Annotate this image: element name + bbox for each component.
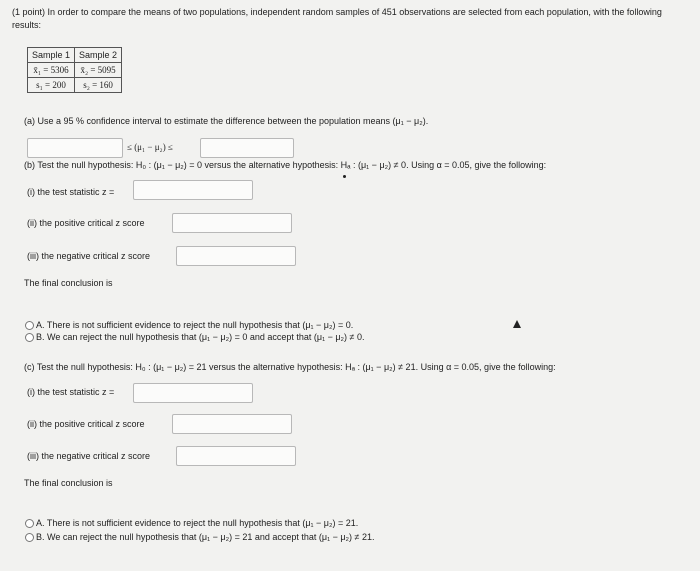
part-c-option-a-radio[interactable] — [25, 519, 34, 528]
part-b-test-statistic-label: (i) the test statistic z = — [27, 187, 115, 197]
part-c-option-a-text: A. There is not sufficient evidence to reject the null hypothesis that (μ₁ − μ₂) = 21. — [36, 518, 359, 528]
part-c-negative-critical-input[interactable] — [176, 446, 296, 466]
part-b-final-label: The final conclusion is — [24, 278, 113, 288]
part-c-test-statistic-label: (i) the test statistic z = — [27, 387, 115, 397]
part-c-positive-critical-label: (ii) the positive critical z score — [27, 419, 145, 429]
part-c-final-label: The final conclusion is — [24, 478, 113, 488]
part-a-prompt: (a) Use a 95 % confidence interval to estimate the difference between the population means (μ₁ − μ₂). — [24, 116, 429, 126]
part-b-option-a-radio[interactable] — [25, 321, 34, 330]
table-cell-xbar1: x̄₁ = 5306 — [28, 63, 75, 78]
ci-middle-text: ≤ (μ₁ − μ₂) ≤ — [127, 142, 173, 152]
sample-table — [27, 47, 122, 93]
problem-intro: (1 point) In order to compare the means of two populations, independent random samples of 451 observations are selected from each population, with the following results: — [12, 7, 662, 30]
part-c-negative-critical-label: (iii) the negative critical z score — [27, 451, 151, 461]
ci-upper-input[interactable] — [200, 138, 294, 158]
part-b-prompt: (b) Test the null hypothesis: H₀ : (μ₁ − μ₂) = 0 versus the alternative hypothesis: Hₐ : (μ₁ − μ₂) ≠ 0. Using α = 0.05, give the following: — [24, 160, 547, 170]
part-c-option-b-text: B. We can reject the null hypothesis that (μ₁ − μ₂) = 21 and accept that (μ₁ − μ₂) ≠ 21. — [36, 532, 375, 542]
stray-dot — [343, 175, 346, 178]
part-b-option-b-text: B. We can reject the null hypothesis that (μ₁ − μ₂) = 0 and accept that (μ₁ − μ₂) ≠ 0. — [36, 332, 365, 342]
table-header-sample1: Sample 1 — [28, 48, 75, 63]
part-c-prompt: (c) Test the null hypothesis: H₀ : (μ₁ − μ₂) = 21 versus the alternative hypothesis: Hₐ : (μ₁ − μ₂) ≠ 21. Using α = 0.05, give the following: — [24, 362, 556, 372]
table-cell-xbar2: x̄₂ = 5095 — [75, 63, 122, 78]
ci-lower-input[interactable] — [27, 138, 123, 158]
part-b-option-b-radio[interactable] — [25, 333, 34, 342]
part-b-test-statistic-input[interactable] — [133, 180, 253, 200]
part-c-positive-critical-input[interactable] — [172, 414, 292, 434]
part-b-negative-critical-input[interactable] — [176, 246, 296, 266]
table-cell-s1: s₁ = 200 — [28, 78, 75, 93]
table-header-sample2: Sample 2 — [75, 48, 122, 63]
part-b-option-a-text: A. There is not sufficient evidence to reject the null hypothesis that (μ₁ − μ₂) = 0. — [36, 320, 354, 330]
part-c-option-b-radio[interactable] — [25, 533, 34, 542]
part-b-positive-critical-input[interactable] — [172, 213, 292, 233]
table-cell-s2: s₂ = 160 — [75, 78, 122, 93]
part-b-negative-critical-label: (iii) the negative critical z score — [27, 251, 151, 261]
part-b-positive-critical-label: (ii) the positive critical z score — [27, 218, 145, 228]
mouse-cursor-icon — [513, 320, 521, 328]
part-c-test-statistic-input[interactable] — [133, 383, 253, 403]
